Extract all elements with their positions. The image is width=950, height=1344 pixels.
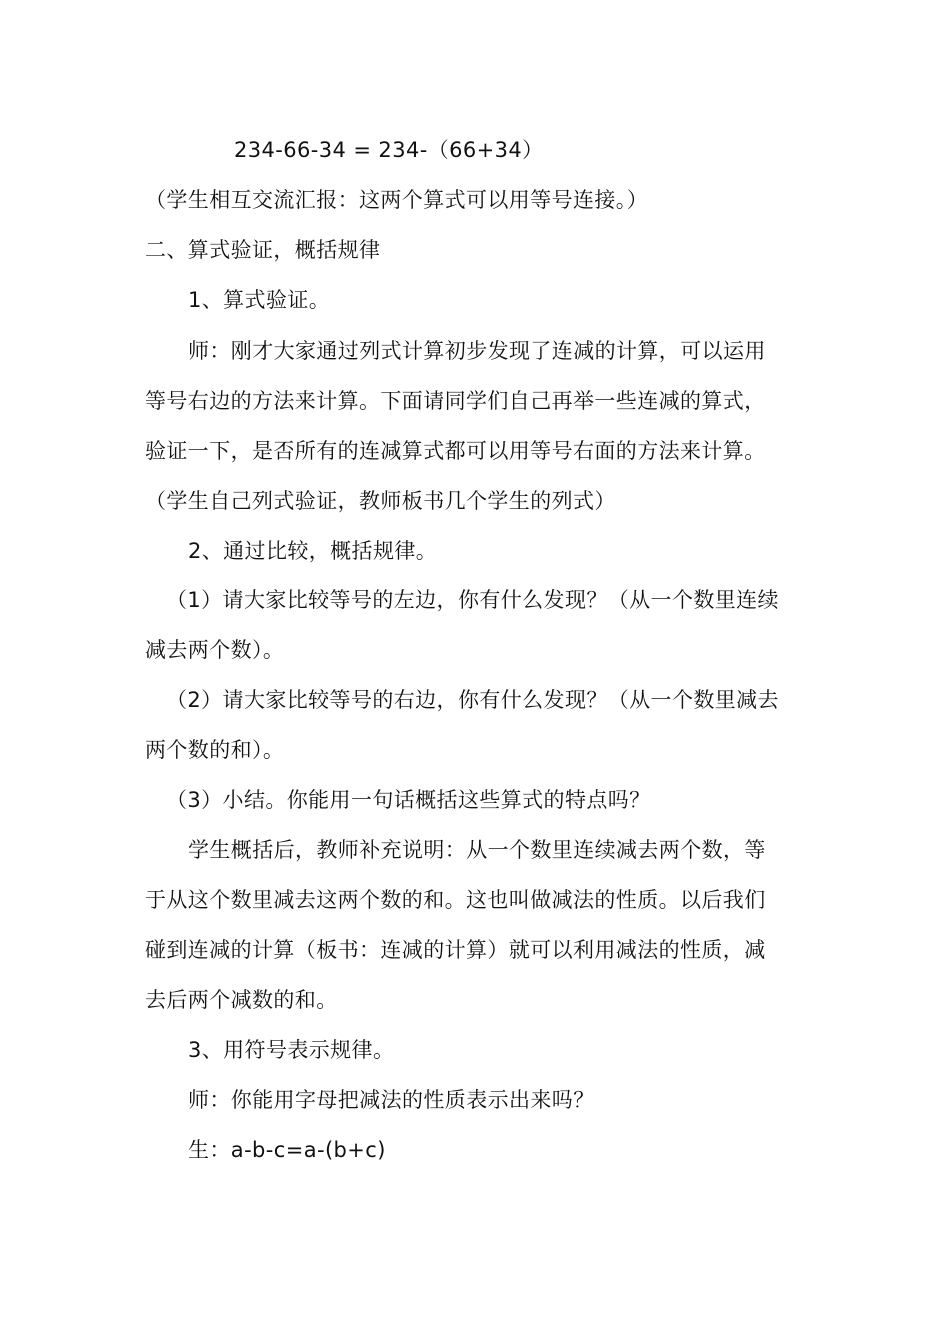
section-heading: 二、算式验证，概括规律 — [145, 238, 381, 262]
text-line: 碰到连减的计算（板书：连减的计算）就可以利用减法的性质，减 — [145, 938, 766, 962]
text-line: （1）请大家比较等号的左边，你有什么发现？（从一个数里连续 — [166, 588, 779, 612]
text-line: （2）请大家比较等号的右边，你有什么发现？（从一个数里减去 — [166, 688, 779, 712]
text-line: 两个数的和）。 — [145, 738, 285, 762]
text-line: 去后两个减数的和。 — [145, 988, 338, 1012]
text-line: 师：刚才大家通过列式计算初步发现了连减的计算，可以运用 — [188, 339, 766, 363]
text-line: （3）小结。你能用一句话概括这些算式的特点吗？ — [166, 788, 651, 812]
text-line: 等号右边的方法来计算。下面请同学们自己再举一些连减的算式， — [145, 389, 766, 413]
text-line: 师：你能用字母把减法的性质表示出来吗？ — [188, 1088, 595, 1112]
subsection-heading: 1、算式验证。 — [188, 288, 331, 312]
formula-line: 234-66-34 = 234-（66+34） — [234, 138, 544, 162]
subsection-heading: 3、用符号表示规律。 — [188, 1038, 395, 1062]
text-line: （学生自己列式验证，教师板书几个学生的列式） — [145, 489, 616, 513]
text-line: （学生相互交流汇报：这两个算式可以用等号连接。） — [145, 188, 649, 212]
text-line: 验证一下，是否所有的连减算式都可以用等号右面的方法来计算。 — [145, 439, 766, 463]
subsection-heading: 2、通过比较，概括规律。 — [188, 539, 438, 563]
formula-line: 生：a-b-c=a-(b+c) — [188, 1138, 386, 1162]
text-line: 于从这个数里减去这两个数的和。这也叫做减法的性质。以后我们 — [145, 888, 766, 912]
text-line: 减去两个数）。 — [145, 638, 285, 662]
text-line: 学生概括后，教师补充说明：从一个数里连续减去两个数，等 — [188, 838, 766, 862]
